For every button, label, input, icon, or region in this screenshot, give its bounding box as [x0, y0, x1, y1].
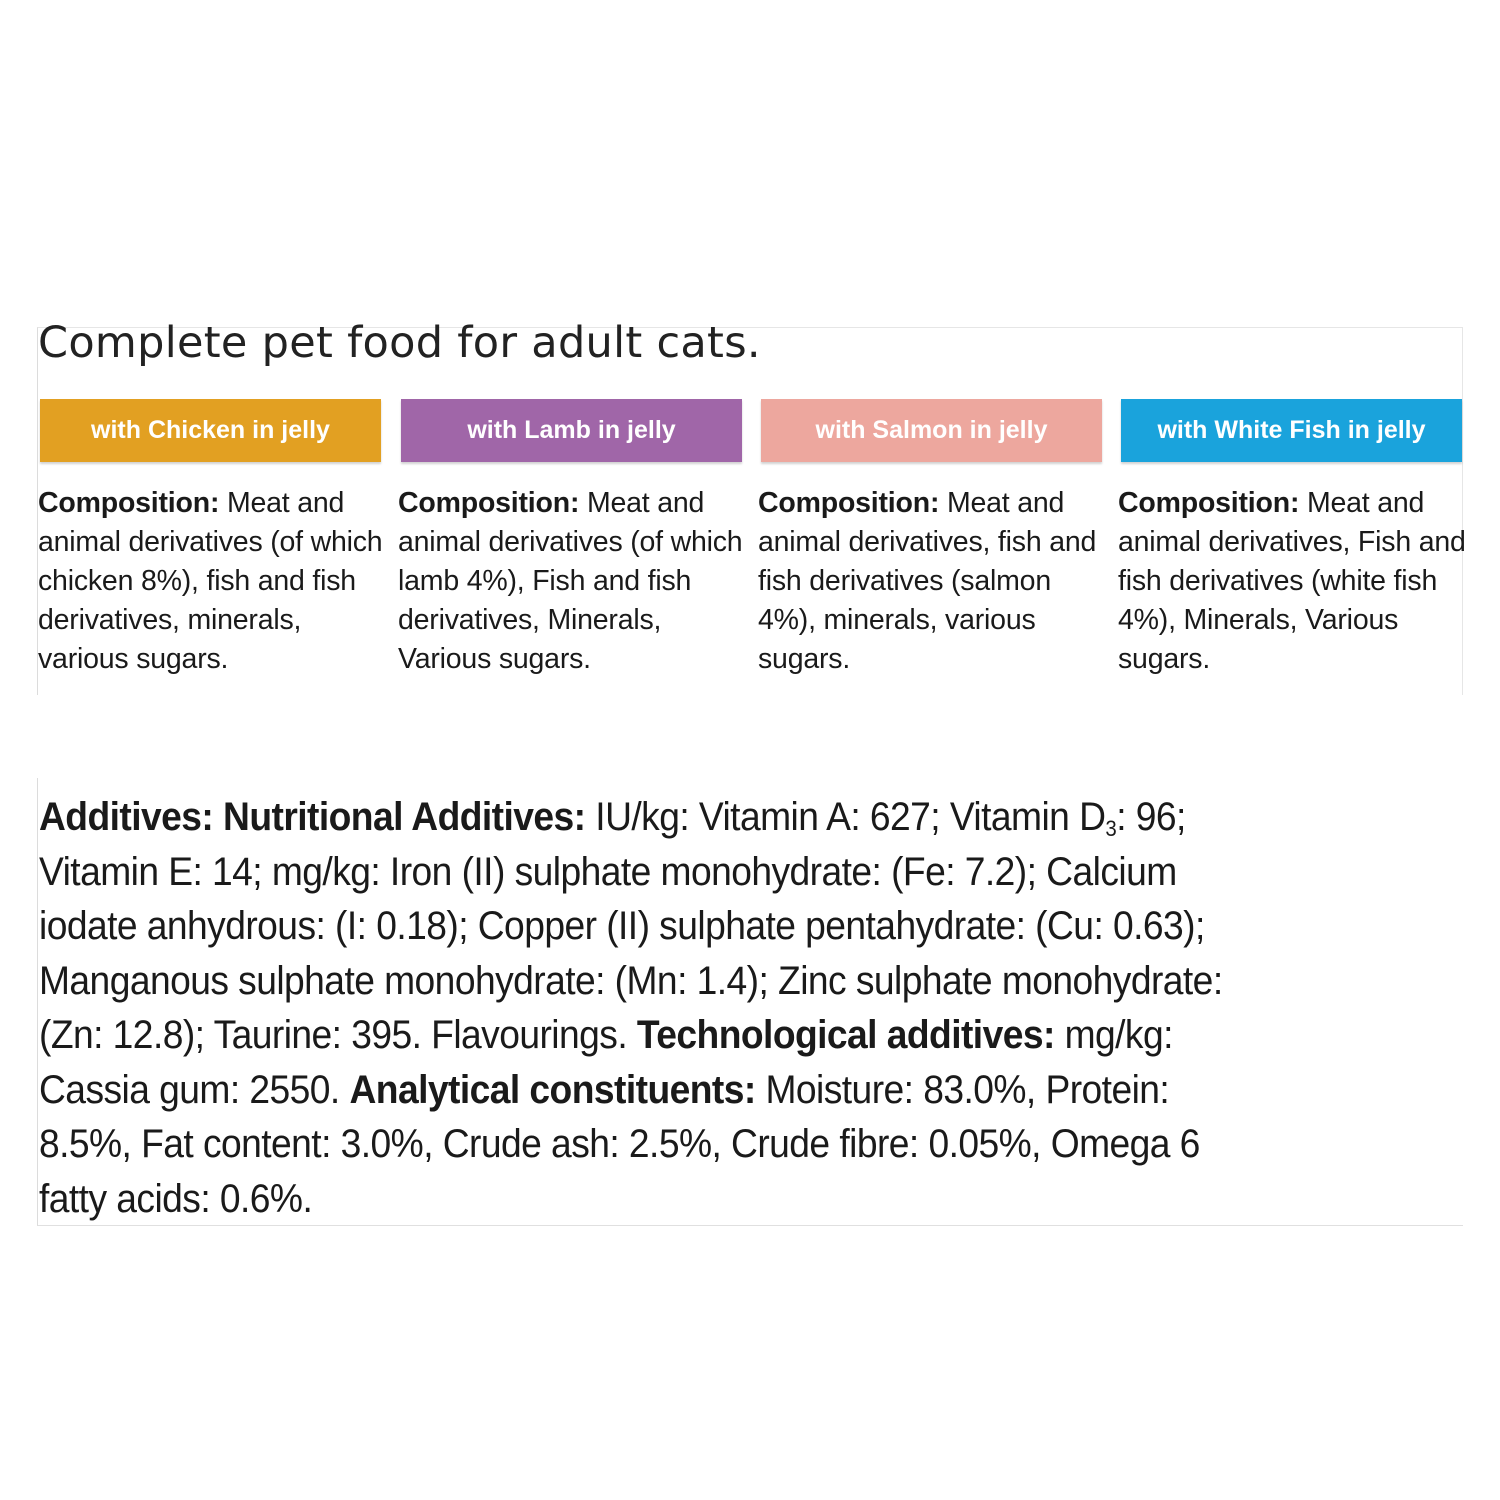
composition-heading: Composition:: [398, 487, 580, 519]
composition-lamb: [398, 484, 748, 679]
composition-chicken: [38, 484, 388, 679]
composition-body: Meat and animal derivatives, Fish and fish derivatives (white fish 4%), Minerals, Various sugars.: [1118, 487, 1466, 675]
additives-part2: : 96; Vitamin E: 14; mg/kg: Iron (II) sulphate monohydrate: (Fe: 7.2); Calcium iodate anhydrous: (I: 0.18); Copper (II) sulphate pentahydrate: (Cu: 0.63); Manganous sulphate monohydrate: (Mn: 1.4); Zinc sulphate monohydrate: (Zn: 12.8); Taurine: 395. Flavourings.: [39, 795, 1223, 1057]
analytical-text: Moisture: 83.0%, Protein: 8.5%, Fat content: 3.0%, Crude ash: 2.5%, Crude fibre: 0.05%, Omega 6 fatty acids: 0.6%.: [39, 1067, 1200, 1221]
variant-badge-salmon: with Salmon in jelly: [761, 399, 1102, 462]
variant-badge-chicken: with Chicken in jelly: [40, 399, 381, 462]
composition-heading: Composition:: [38, 487, 220, 519]
additives-text: [39, 790, 1267, 1226]
variant-badge-white-fish: with White Fish in jelly: [1121, 399, 1462, 462]
composition-heading: Composition:: [758, 487, 940, 519]
composition-body: Meat and animal derivatives (of which lamb 4%), Fish and fish derivatives, Minerals, Various sugars.: [398, 487, 743, 675]
composition-salmon: [758, 484, 1108, 679]
additives-heading: Additives: Nutritional Additives:: [39, 795, 586, 839]
analytical-heading: Analytical constituents:: [349, 1067, 756, 1112]
vitamin-d-subscript: 3: [1105, 816, 1117, 841]
composition-white-fish: [1118, 484, 1468, 679]
composition-body: Meat and animal derivatives (of which chicken 8%), fish and fish derivatives, minerals, various sugars.: [38, 487, 383, 675]
composition-heading: Composition:: [1118, 487, 1300, 519]
additives-part1: IU/kg: Vitamin A: 627; Vitamin D: [585, 795, 1106, 839]
technological-heading: Technological additives:: [636, 1013, 1055, 1057]
page-title: Complete pet food for adult cats.: [38, 318, 761, 368]
composition-body: Meat and animal derivatives, fish and fish derivatives (salmon 4%), minerals, various sugars.: [758, 487, 1097, 675]
technological-text: mg/kg: Cassia gum: 2550.: [39, 1013, 1173, 1112]
variant-badge-lamb: with Lamb in jelly: [401, 399, 742, 462]
